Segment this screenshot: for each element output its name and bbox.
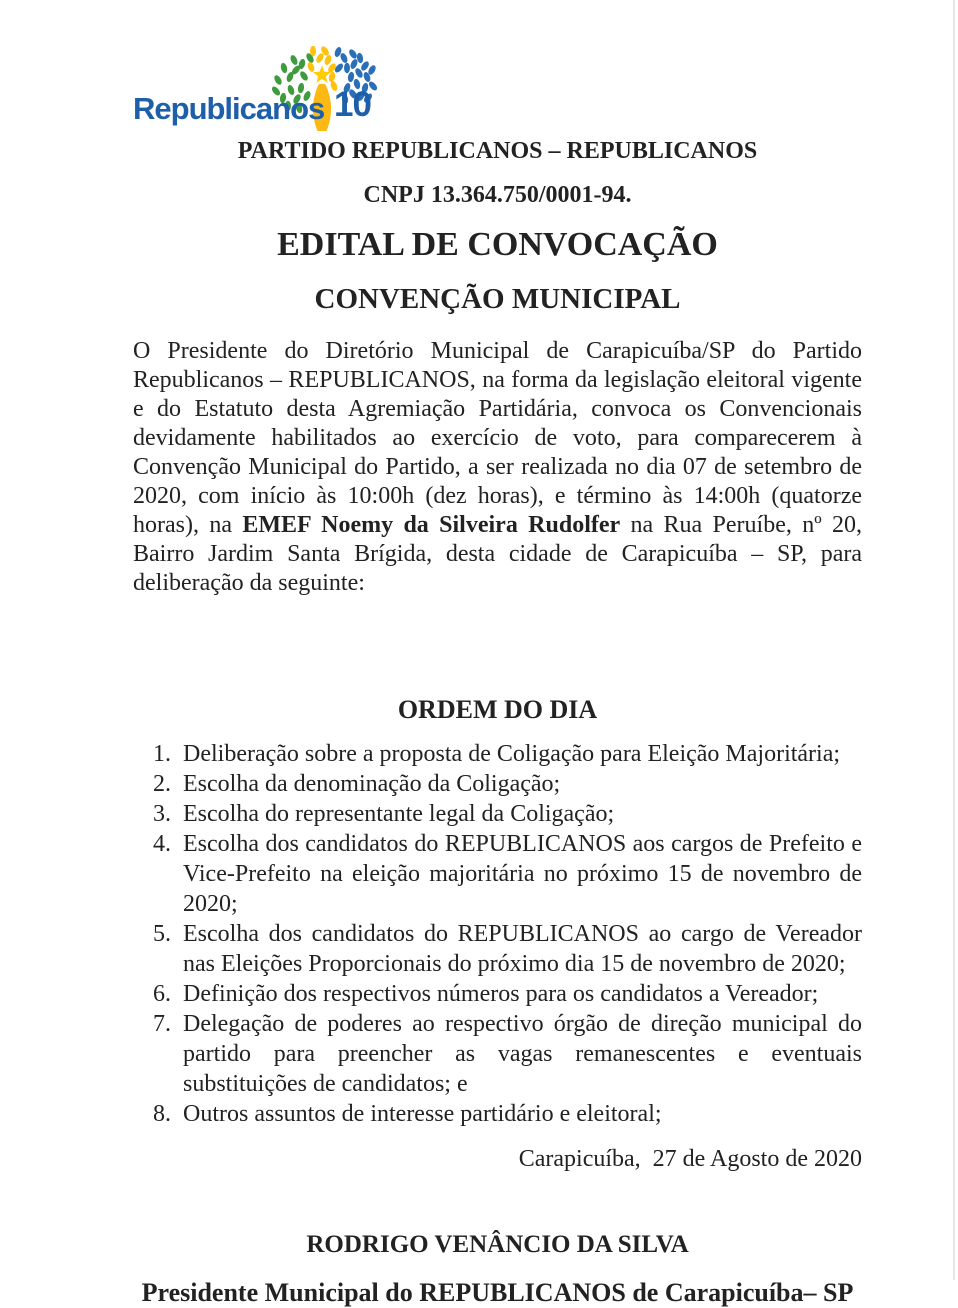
agenda-item: 2. Escolha da denominação da Coligação; [177,769,862,799]
document-subtitle: CONVENÇÃO MUNICIPAL [314,282,681,315]
agenda-item: 7. Delegação de poderes ao respectivo órgão de direção municipal do partido para preencher as vagas remanescentes e eventuais substituições de candidatos; e [177,1009,862,1099]
signer-role: Presidente Municipal do REPUBLICANOS de Carapicuíba– SP [141,1277,854,1307]
party-name-line: PARTIDO REPUBLICANOS – REPUBLICANOS [237,138,758,164]
republicanos-logo [133,46,393,134]
logo-number-text: 10 [334,85,371,124]
document-title: EDITAL DE CONVOCAÇÃO [277,226,718,263]
cnpj-line: CNPJ 13.364.750/0001-94. [363,182,632,208]
agenda-item: 5. Escolha dos candidatos do REPUBLICANOS ao cargo de Vereador nas Eleições Proporcionais do próximo dia 15 de novembro de 2020; [177,919,862,979]
agenda-item: 1. Deliberação sobre a proposta de Coligação para Eleição Majoritária; [177,739,862,769]
intro-text-bold: EMEF Noemy da Silveira Rudolfer [242,511,621,538]
intro-text-after: na Rua Peruíbe, nº 20, Bairro Jardim Santa Brígida, desta cidade de Carapicuíba – SP, para deliberação da seguinte: [133,511,862,596]
scan-edge-artifact [953,0,955,1280]
agenda-item: 4. Escolha dos candidatos do REPUBLICANOS aos cargos de Prefeito e Vice-Prefeito na eleição majoritária no próximo 15 de novembro de 2020; [177,829,862,919]
agenda-item: 8. Outros assuntos de interesse partidário e eleitoral; [177,1099,862,1129]
document-content [133,0,862,1308]
intro-text-before: O Presidente do Diretório Municipal de Carapicuíba/SP do Partido Republicanos – REPUBLICANOS, na forma da legislação eleitoral vigente e do Estatuto desta Agremiação Partidária, convoca os Convencionais devidamente habilitados ao exercício de voto, para comparecerem à Convenção Municipal do Partido, a ser realizada no dia 07 de setembro de 2020, com início às 10:00h (dez horas), e término às 14:00h (quatorze horas), na [133,337,862,538]
agenda-title: ORDEM DO DIA [397,694,598,724]
agenda-list [133,739,862,1129]
signer-name: RODRIGO VENÂNCIO DA SILVA [306,1230,689,1258]
logo-brand-text: Republicanos [133,91,325,126]
agenda-item: 3. Escolha do representante legal da Coligação; [177,799,862,829]
dateline: Carapicuíba, 27 de Agosto de 2020 [518,1145,862,1172]
intro-paragraph [133,337,862,598]
agenda-item: 6. Definição dos respectivos números para os candidatos a Vereador; [177,979,862,1009]
